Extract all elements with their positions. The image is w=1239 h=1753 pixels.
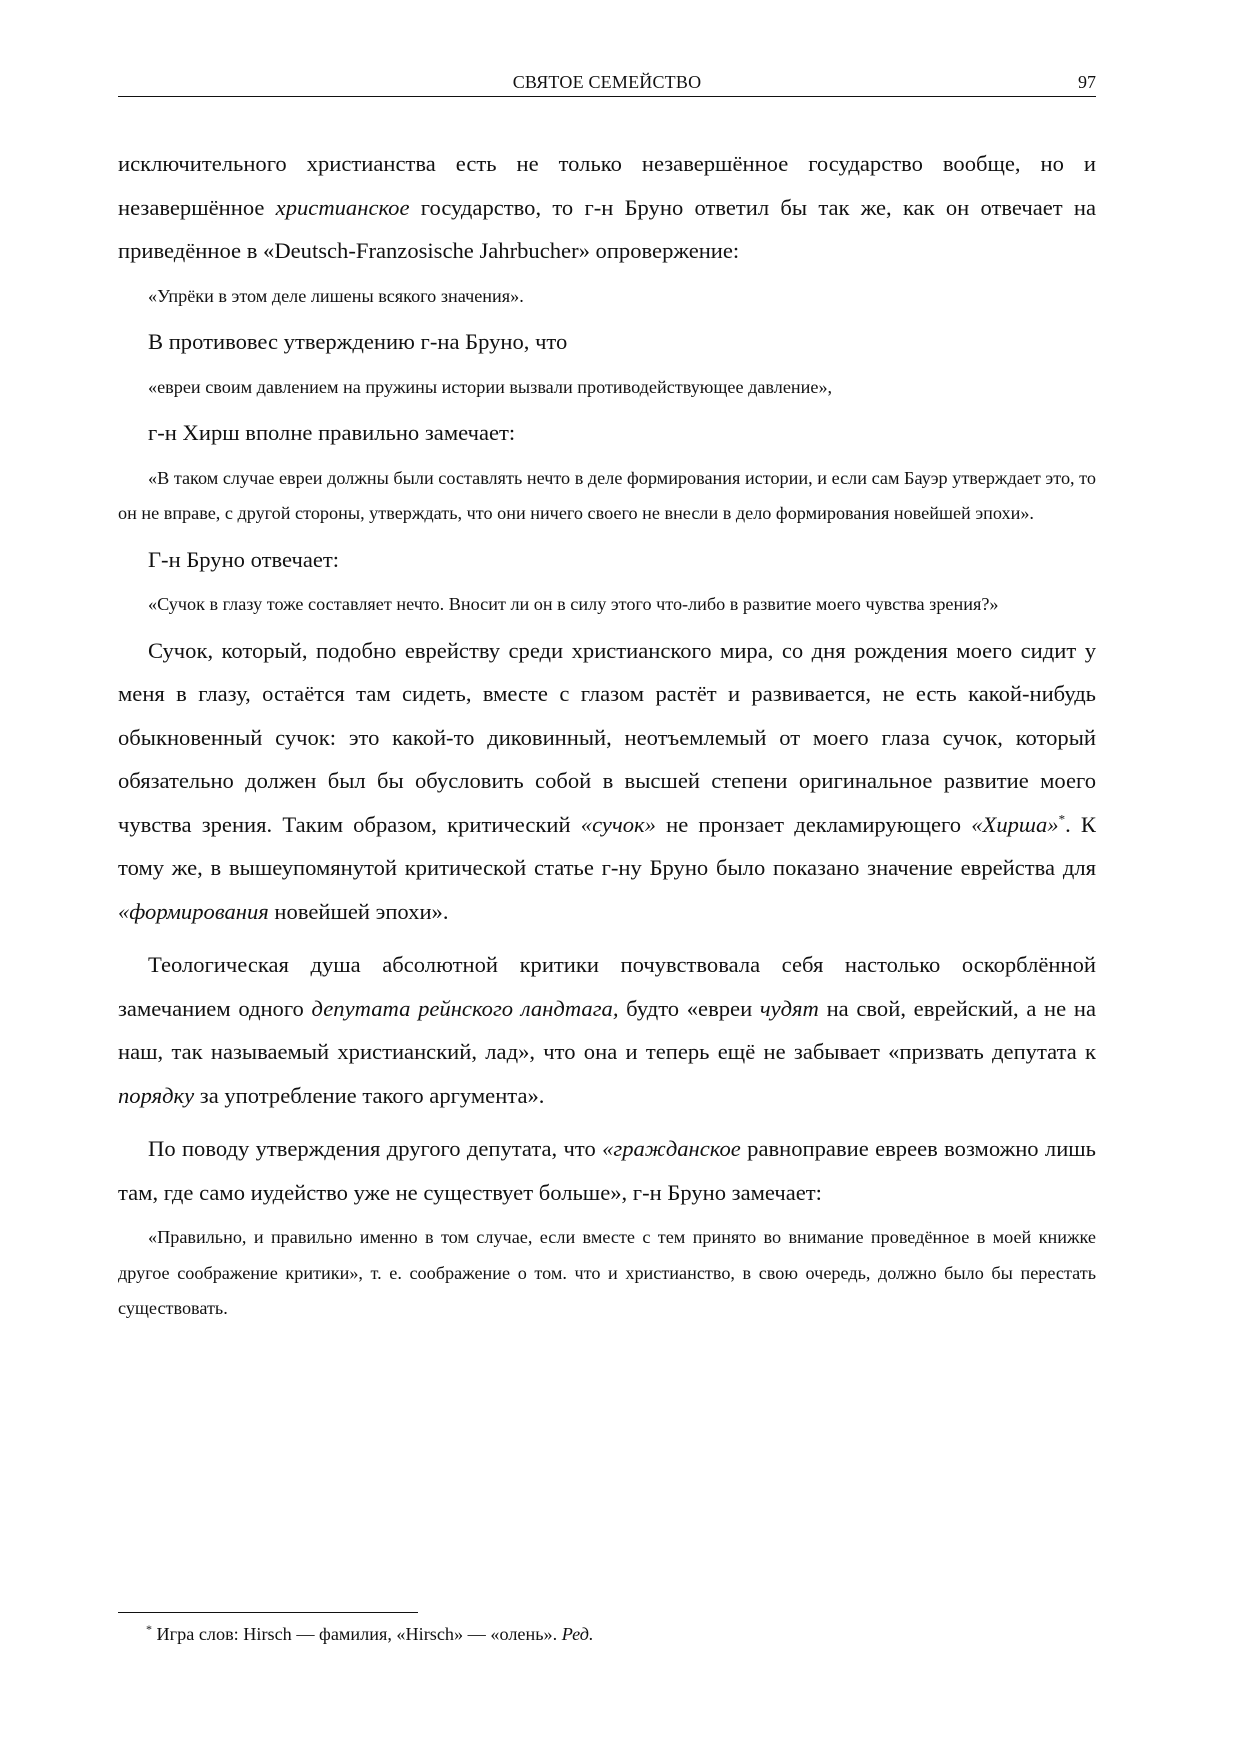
footnote-separator	[118, 1612, 418, 1613]
quote-1: «Упрёки в этом деле лишены всякого значения».	[148, 285, 524, 306]
quote-2: «евреи своим давлением на пружины истории вызвали противодействующее давление»,	[148, 376, 833, 397]
running-header	[118, 70, 1096, 97]
paragraph-1: исключительного христианства есть не только незавершённое государство вообще, но и незавершённое христианское государство, то г-н Бруно ответил бы так же, как он отвечает на приведённое в «Deutsch-Franzosische Jahrbucher» опровержение:	[118, 151, 1096, 263]
footnote-marker: *	[146, 1621, 152, 1636]
paragraph-3: г-н Хирш вполне правильно замечает:	[148, 420, 516, 445]
paragraph-4: Г-н Бруно отвечает:	[148, 546, 340, 572]
footnote: * Игра слов: Hirsch — фамилия, «Hirsch» — «олень». Ред.	[146, 1621, 594, 1644]
page-body	[118, 142, 1096, 1327]
paragraph-5: Сучок, который, подобно еврейству среди христианского мира, со дня рождения моего сидит у меня в глазу, остаётся там сидеть, вместе с глазом растёт и развивается, не есть какой-нибудь обыкновенный сучок: это какой-то диковинный, неотъемлемый от моего глаза сучок, который обязательно должен был бы обусловить собой в высшей степени оригинальное развитие моего чувства зрения. Таким образом, критический «сучок» не пронзает декламирующего «Хирша»*. К тому же, в вышеупомянутой критической статье г-ну Бруно было показано значение еврейства для «формирования новейшей эпохи».	[118, 637, 1096, 924]
footnote-editor-mark: Ред.	[561, 1624, 594, 1644]
page-number: 97	[1078, 72, 1096, 92]
quote-5: «Правильно, и правильно именно в том случае, если вместе с тем принято во внимание проведённое в моей книжке другое соображение критики», т. е. соображение о том. что и христианство, в свою очередь, должно было бы перестать существовать.	[118, 1227, 1096, 1318]
quote-4: «Сучок в глазу тоже составляет нечто. Вносит ли он в силу этого что-либо в развитие моего чувства зрения?»	[148, 594, 999, 614]
paragraph-7: По поводу утверждения другого депутата, что «гражданское равноправие евреев возможно лишь там, где само иудейство уже не существует больше», г-н Бруно замечает:	[118, 1136, 1096, 1205]
quote-3: «В таком случае евреи должны были составлять нечто в деле формирования истории, и если сам Бауэр утверждает это, то он не вправе, с другой стороны, утверждать, что они ничего своего не внесли в дело формирования новейшей эпохи».	[118, 467, 1096, 523]
paragraph-2: В противовес утверждению г-на Бруно, что	[148, 329, 568, 354]
running-title: СВЯТОЕ СЕМЕЙСТВО	[512, 72, 702, 92]
footnote-reference: *	[1058, 810, 1066, 826]
paragraph-6: Теологическая душа абсолютной критики почувствовала себя настолько оскорблённой замечанием одного депутата рейнского ландтага, будто «евреи чудят на свой, еврейский, а не на наш, так называемый христианский, лад», что она и теперь ещё не забывает «призвать депутата к порядку за употребление такого аргумента».	[118, 952, 1096, 1108]
